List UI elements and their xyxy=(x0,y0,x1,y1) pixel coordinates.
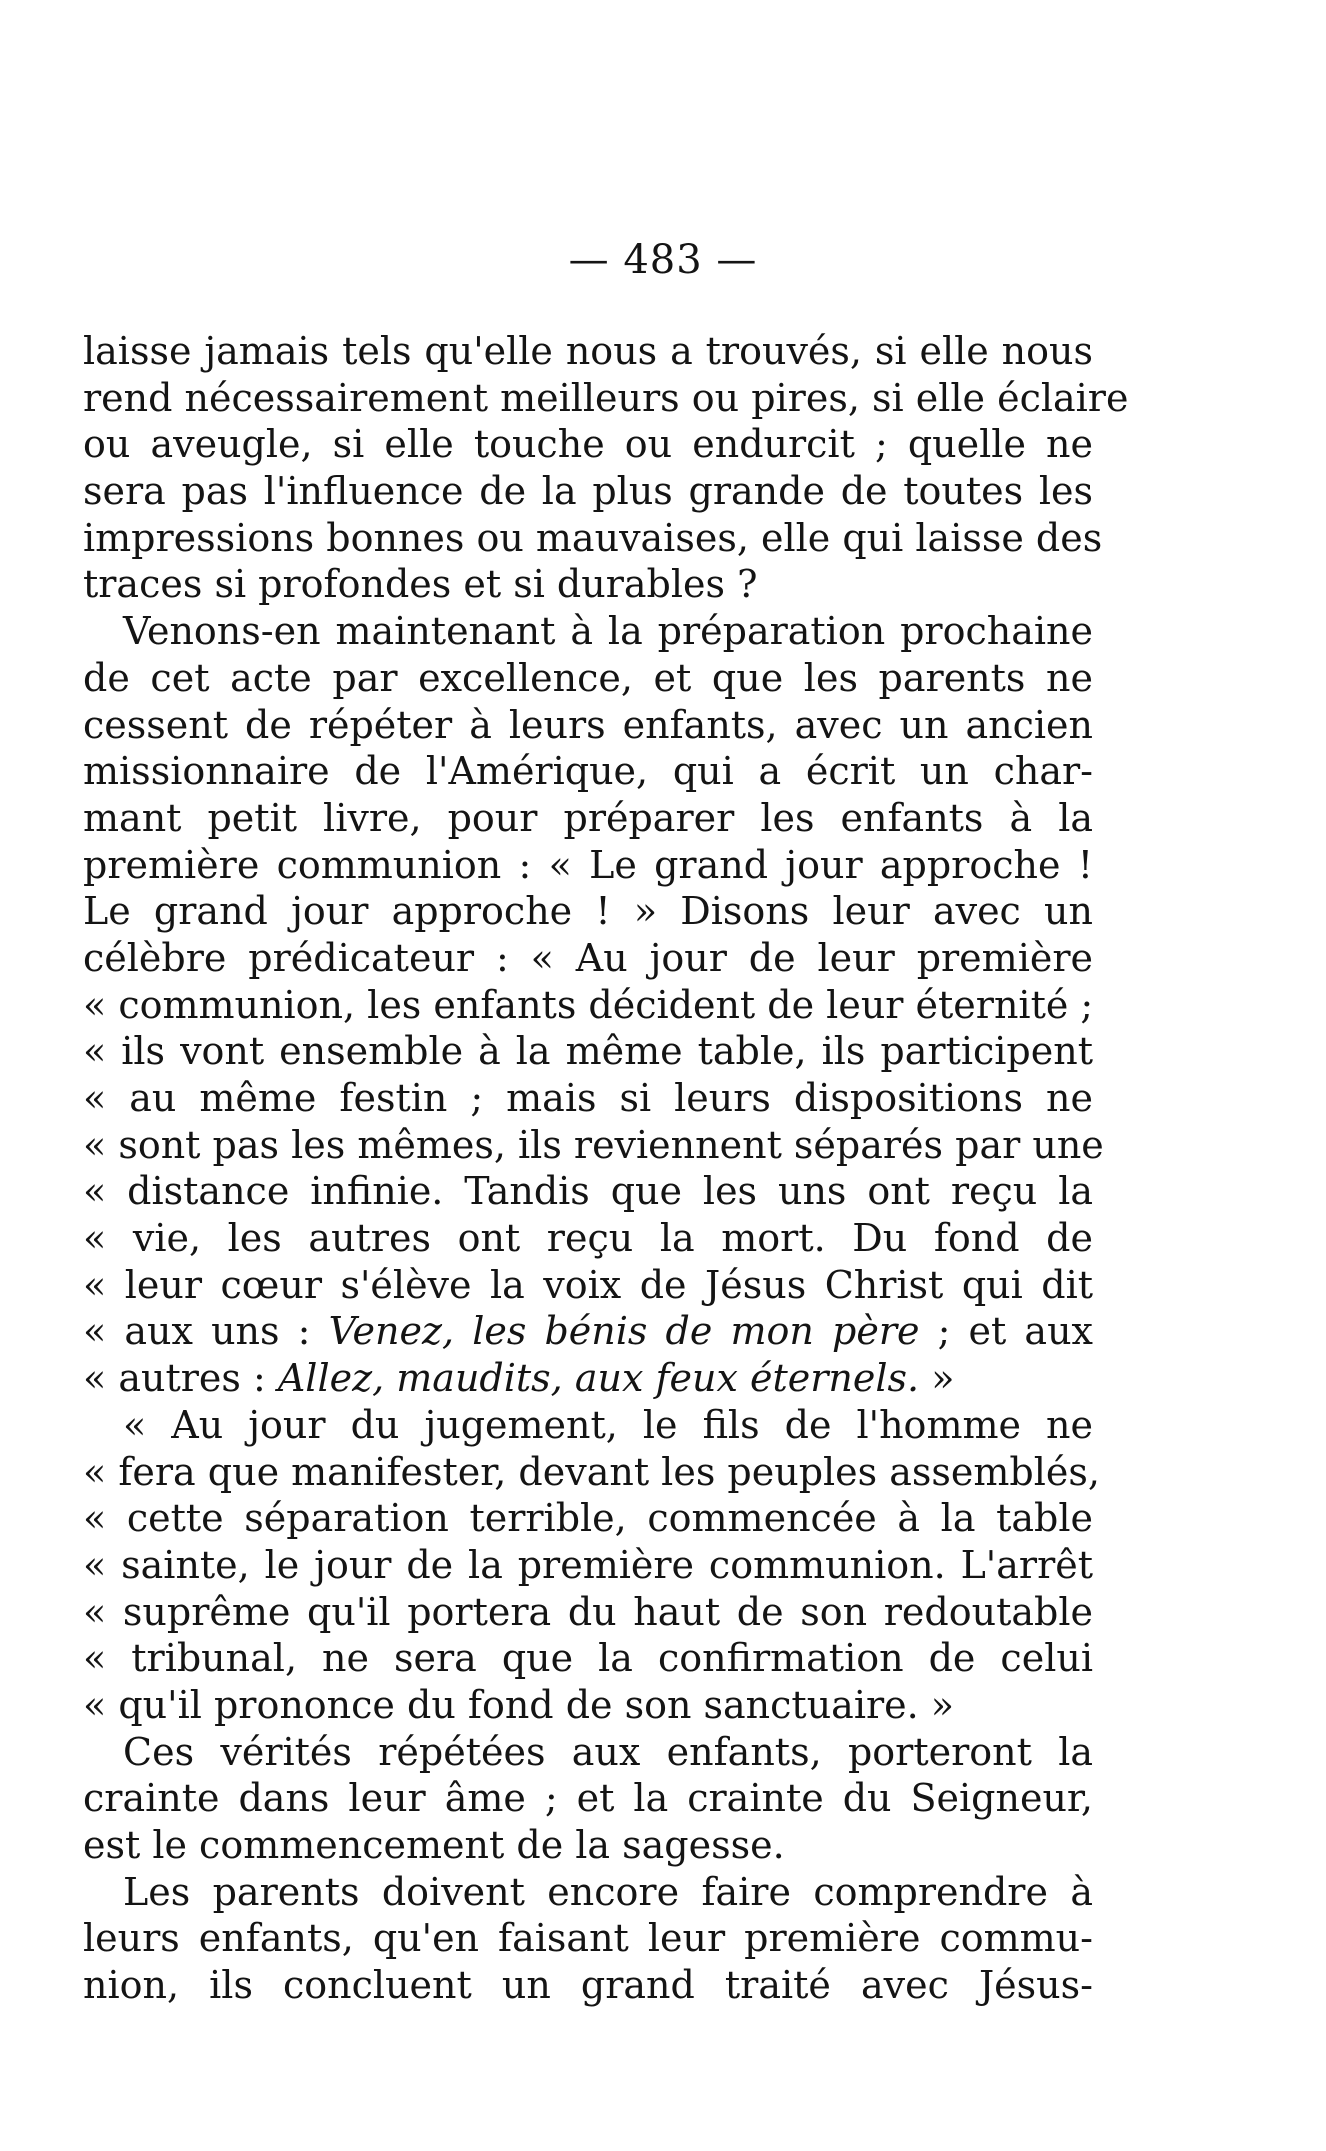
text-line: « fera que manifester, devant les peuples assemblés, xyxy=(83,1449,1100,1494)
text-line: célèbre prédicateur : « Au jour de leur première xyxy=(83,935,1093,980)
text-line: de cet acte par excellence, et que les parents ne xyxy=(83,655,1093,700)
italic-text: Allez, maudits, aux feux éternels. xyxy=(277,1356,920,1401)
text-line: rend nécessairement meilleurs ou pires, si elle éclaire xyxy=(83,375,1129,420)
text-line: « sainte, le jour de la première communion. L'arrêt xyxy=(83,1542,1093,1587)
text-line: « leur cœur s'élève la voix de Jésus Christ qui dit xyxy=(83,1262,1093,1307)
text-line: mant petit livre, pour préparer les enfants à la xyxy=(83,795,1093,840)
text-line: « communion, les enfants décident de leur éternité ; xyxy=(83,982,1094,1027)
text-line: première communion : « Le grand jour approche ! xyxy=(83,842,1093,887)
text-line: « aux uns : Venez, les bénis de mon père ; et aux xyxy=(83,1309,1093,1354)
text-line: « distance infinie. Tandis que les uns ont reçu la xyxy=(83,1169,1093,1214)
text-line: traces si profondes et si durables ? xyxy=(83,562,758,607)
text-line: ou aveugle, si elle touche ou endurcit ; quelle ne xyxy=(83,422,1093,467)
text-line: missionnaire de l'Amérique, qui a écrit un char- xyxy=(83,749,1093,794)
text-line: « autres : Allez, maudits, aux feux éternels. » xyxy=(83,1356,955,1401)
text-line: « sont pas les mêmes, ils reviennent séparés par une xyxy=(83,1122,1104,1167)
text-line: « vie, les autres ont reçu la mort. Du fond de xyxy=(83,1216,1093,1261)
text-line: impressions bonnes ou mauvaises, elle qui laisse des xyxy=(83,515,1103,560)
text-line: « Au jour du jugement, le fils de l'homme ne xyxy=(123,1402,1093,1447)
text-line: nion, ils concluent un grand traité avec Jésus- xyxy=(83,1963,1093,2008)
text-line: « suprême qu'il portera du haut de son redoutable xyxy=(83,1589,1093,1634)
text-line: sera pas l'influence de la plus grande de toutes les xyxy=(83,469,1093,514)
text-line: est le commencement de la sagesse. xyxy=(83,1823,785,1867)
page-number: — 483 — xyxy=(568,237,758,283)
text-line: Ces vérités répétées aux enfants, porteront la xyxy=(123,1729,1093,1774)
text-line: « ils vont ensemble à la même table, ils participent xyxy=(83,1029,1093,1074)
text-line: Les parents doivent encore faire comprendre à xyxy=(123,1869,1093,1914)
text-line: leurs enfants, qu'en faisant leur première commu- xyxy=(83,1916,1093,1961)
text-line: « tribunal, ne sera que la confirmation de celui xyxy=(83,1636,1093,1681)
text-line: Venons-en maintenant à la préparation prochaine xyxy=(123,609,1093,654)
text-line: Le grand jour approche ! » Disons leur avec un xyxy=(83,889,1093,934)
text-line: cessent de répéter à leurs enfants, avec un ancien xyxy=(83,702,1093,747)
body-text xyxy=(83,328,1129,2009)
italic-text: Venez, les bénis de mon père xyxy=(328,1309,920,1354)
text-line: crainte dans leur âme ; et la crainte du Seigneur, xyxy=(83,1776,1093,1821)
text-line: « cette séparation terrible, commencée à la table xyxy=(83,1496,1093,1541)
text-line: « au même festin ; mais si leurs dispositions ne xyxy=(83,1076,1093,1120)
text-line: « qu'il prononce du fond de son sanctuaire. » xyxy=(83,1682,955,1727)
text-line: laisse jamais tels qu'elle nous a trouvés, si elle nous xyxy=(83,329,1093,373)
